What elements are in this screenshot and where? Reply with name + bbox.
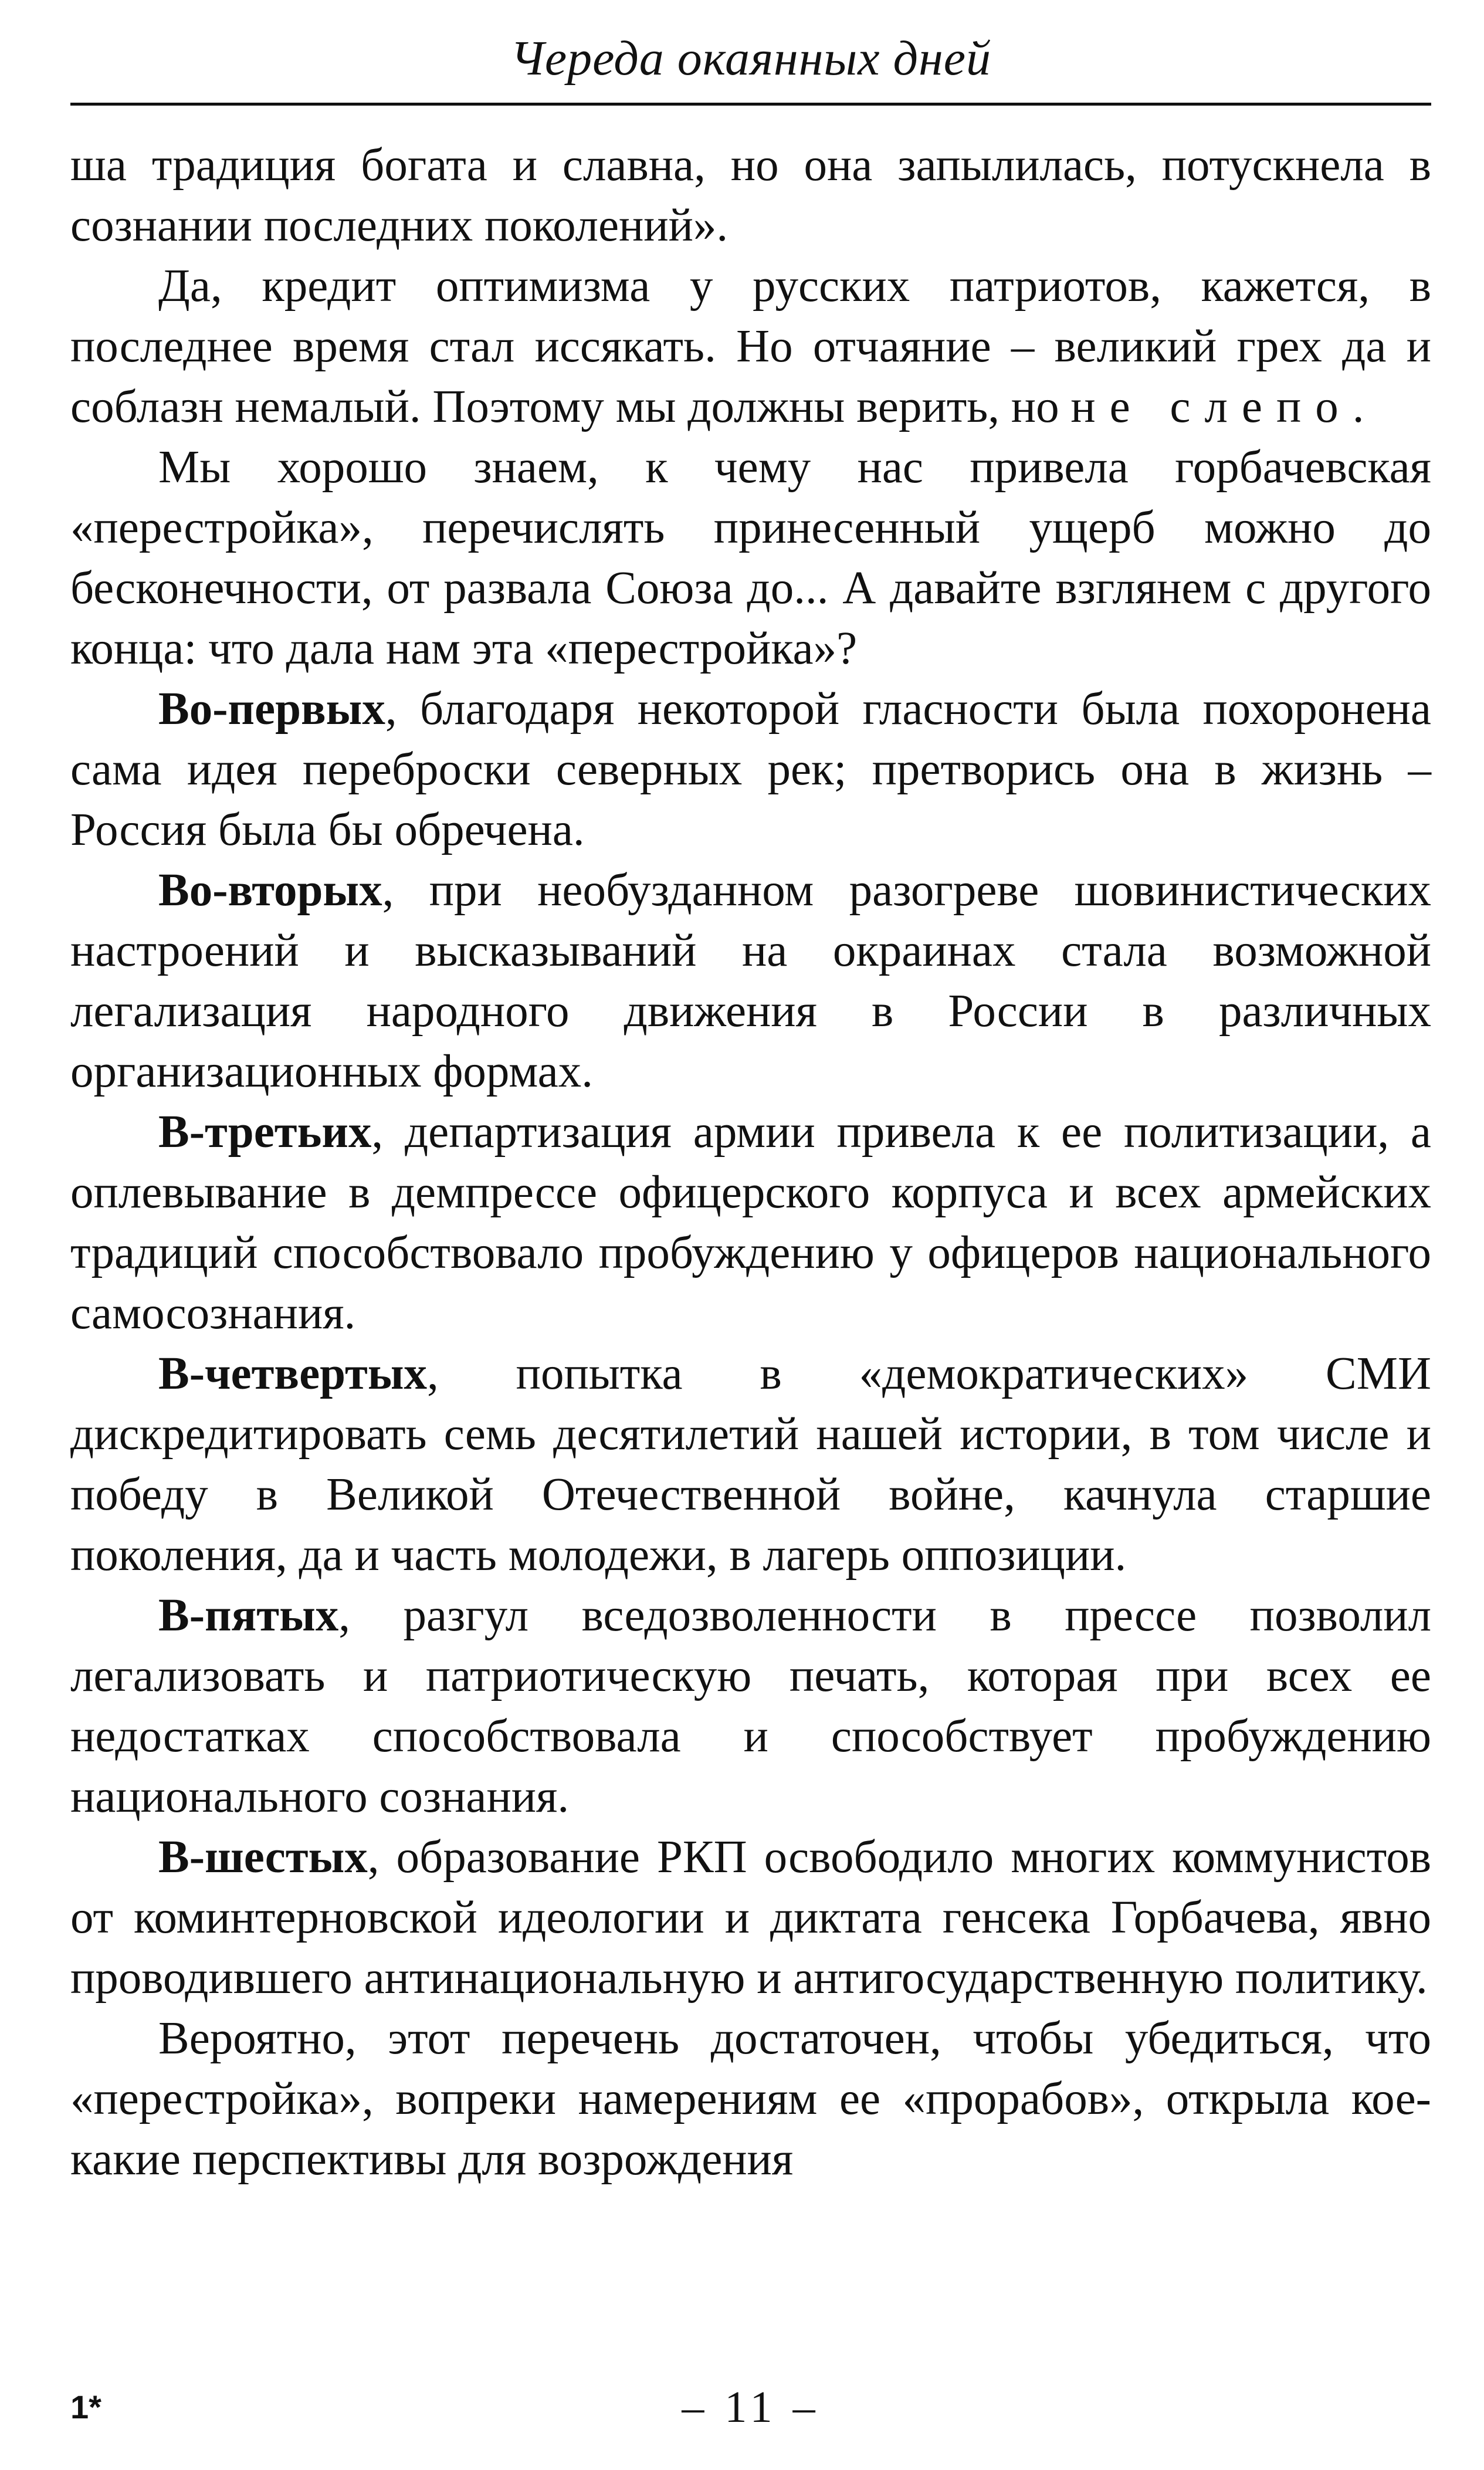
paragraph-conclusion: [70, 2008, 1431, 2190]
paragraph-text: , попытка в «демократических» СМИ дискредитировать семь десятилетий нашей истории, в том числе и победу в Великой Отечественной войне, качнула старшие поколения, да и часть молодежи, в лагерь оппозиции.: [70, 1348, 1431, 1581]
paragraph-secondly: [70, 860, 1431, 1102]
paragraph-text: Вероятно, этот перечень достаточен, чтобы убедиться, что «перестройка», вопреки намерениям ее «прорабов», открыла кое-какие перспективы для возрождения: [70, 2013, 1431, 2185]
paragraph-text: Да, кредит оптимизма у русских патриотов, кажется, в последнее время стал иссякать. Но отчаяние – великий грех да и соблазн немалый. Поэтому мы должны верить, но: [70, 260, 1431, 432]
header-rule: [70, 103, 1431, 106]
paragraph-lead: В-третьих: [158, 1107, 372, 1158]
paragraph-2: [70, 256, 1431, 437]
paragraph-text: , при необузданном разогреве шовинистических настроений и высказываний на окраинах стала возможной легализация народного движения в России в различных организационных формах.: [70, 865, 1431, 1097]
book-page: [70, 23, 1431, 2452]
paragraph-text: , департизация армии привела к ее политизации, а оплевывание в демпрессе офицерского корпуса и всех армейских традиций способствовало пробуждению у офицеров национального самосознания.: [70, 1107, 1431, 1339]
paragraph-fifthly: [70, 1585, 1431, 1827]
paragraph-firstly: [70, 679, 1431, 860]
body-text: [70, 135, 1431, 2190]
paragraph-text: , образование РКП освободило многих коммунистов от коминтерновской идеологии и диктата генсека Горбачева, явно проводившего антинациональную и антигосударственную политику.: [70, 1832, 1431, 2004]
paragraph-lead: Во-первых: [158, 684, 385, 735]
paragraph-text: , благодаря некоторой гласности была похоронена сама идея переброски северных рек; претворись она в жизнь – Россия была бы обречена.: [70, 684, 1431, 855]
paragraph-lead: В-пятых: [158, 1590, 339, 1641]
running-title: Череда окаянных дней: [510, 31, 992, 86]
paragraph-lead: В-шестых: [158, 1832, 368, 1883]
page-number: – 11 –: [682, 2383, 820, 2432]
paragraph-lead: В-четвертых: [158, 1348, 428, 1399]
paragraph-sixthly: [70, 1827, 1431, 2008]
spaced-emphasis: не слепо: [1070, 381, 1353, 432]
paragraph-3: [70, 437, 1431, 679]
paragraph-text: , разгул вседозволенности в прессе позволил легализовать и патриотическую печать, которая при всех ее недостатках способствовала и способствует пробуждению национального сознания.: [70, 1590, 1431, 1822]
paragraph-1: [70, 135, 1431, 256]
paragraph-lead: Во-вторых: [158, 865, 382, 916]
paragraph-text: ша традиция богата и славна, но она запылилась, потускнела в сознании последних поколений».: [70, 140, 1431, 251]
signature-mark: 1*: [70, 2388, 101, 2425]
paragraph-text: Мы хорошо знаем, к чему нас привела горбачевская «перестройка», перечислять принесенный ущерб можно до бесконечности, от развала Союза до... А давайте взглянем с другого конца: что дала нам эта «перестройка»?: [70, 442, 1431, 674]
paragraph-tail: .: [1352, 381, 1364, 432]
paragraph-fourthly: [70, 1344, 1431, 1585]
paragraph-thirdly: [70, 1102, 1431, 1344]
